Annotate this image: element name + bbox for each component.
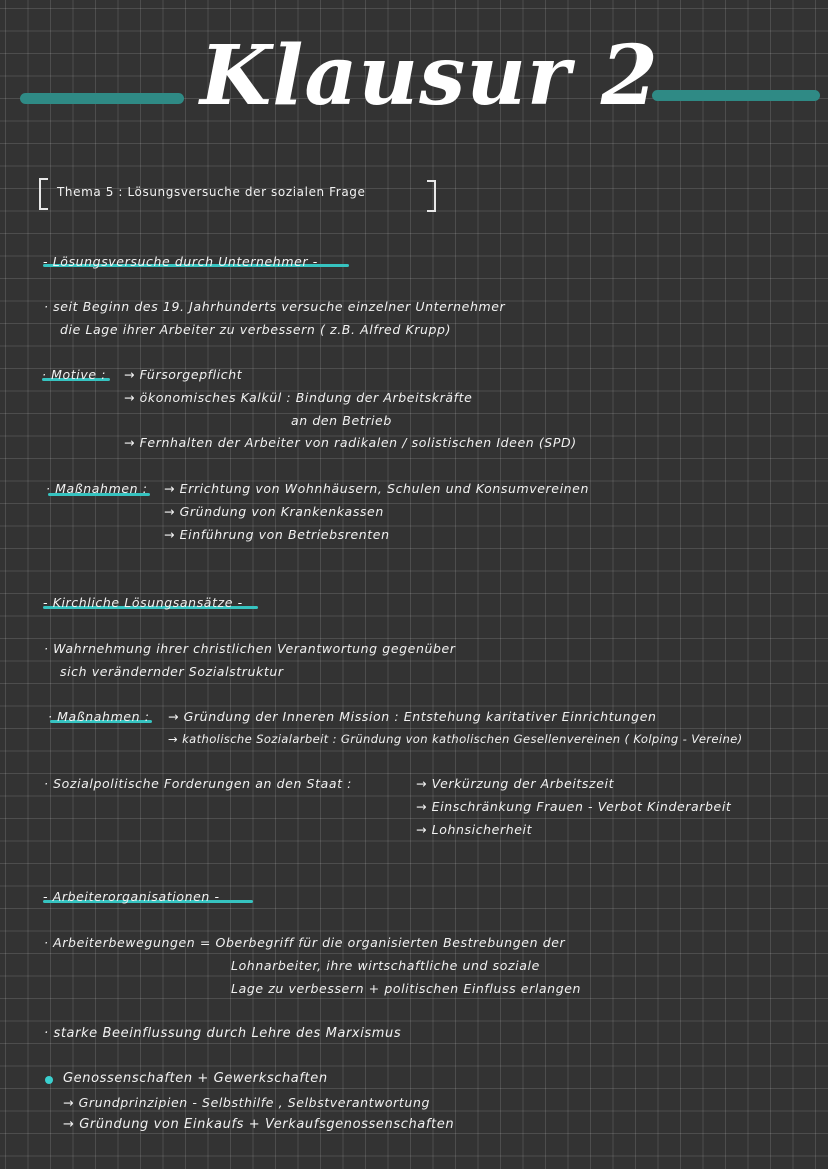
section3-heading: Arbeiterorganisationen: [52, 889, 210, 904]
forderungen-item-3: → Lohnsicherheit: [416, 822, 533, 837]
motive-item-3: → Fernhalten der Arbeiter von radikalen / solistischen Ideen (SPD): [124, 435, 577, 450]
section1-intro-line1: · seit Beginn des 19. Jahrhunderts versuche einzelner Unternehmer: [44, 299, 506, 314]
title-left-bar: [20, 93, 184, 104]
massnahmen2-label: · Maßnahmen :: [48, 709, 150, 724]
massnahmen1-label: · Maßnahmen :: [46, 481, 148, 496]
prinzipien-line2: → Gründung von Einkaufs + Verkaufsgenossenschaften: [63, 1117, 455, 1132]
prinzipien-line1: → Grundprinzipien - Selbsthilfe , Selbstverantwortung: [63, 1095, 431, 1110]
section1-heading-row: - Lösungsversuche durch Unternehmer -: [43, 254, 318, 269]
genossenschaften-line: Genossenschaften + Gewerkschaften: [63, 1071, 328, 1086]
definition-line3: Lage zu verbessern + politischen Einfluss erlangen: [231, 981, 582, 996]
section3-heading-row: - Arbeiterorganisationen -: [43, 889, 220, 904]
section2-intro-line1: · Wahrnehmung ihrer christlichen Verantwortung gegenüber: [44, 641, 456, 656]
section2-intro-line2: sich verändernder Sozialstruktur: [60, 664, 284, 679]
definition-line2: Lohnarbeiter, ihre wirtschaftliche und soziale: [231, 958, 540, 973]
motive-item-1: → Fürsorgepflicht: [124, 367, 243, 382]
massnahmen1-item-3: → Einführung von Betriebsrenten: [164, 527, 390, 542]
title-right-bar: [652, 90, 820, 101]
massnahmen1-item-2: → Gründung von Krankenkassen: [164, 504, 384, 519]
forderungen-item-1: → Verkürzung der Arbeitszeit: [416, 776, 615, 791]
teal-bullet: [45, 1076, 53, 1084]
motive-item-2: → ökonomisches Kalkül : Bindung der Arbeitskräfte: [124, 390, 473, 405]
motive-item-2b: an den Betrieb: [291, 413, 392, 428]
theme-bracket-right: [427, 180, 436, 212]
section1-intro-line2: die Lage ihrer Arbeiter zu verbessern ( z.B. Alfred Krupp): [60, 322, 452, 337]
section2-heading-row: - Kirchliche Lösungsansätze -: [43, 595, 243, 610]
marxismus-line: · starke Beeinflussung durch Lehre des Marxismus: [44, 1026, 402, 1041]
motive-label: · Motive :: [42, 367, 107, 382]
page-title: Klausur 2: [200, 28, 659, 124]
section2-heading: Kirchliche Lösungsansätze: [52, 595, 234, 610]
section1-heading: Lösungsversuche durch Unternehmer: [52, 254, 309, 269]
massnahmen2-item-1: → Gründung der Inneren Mission : Entstehung karitativer Einrichtungen: [168, 709, 657, 724]
theme-bracket-left: [39, 178, 48, 210]
forderungen-item-2: → Einschränkung Frauen - Verbot Kinderarbeit: [416, 799, 732, 814]
massnahmen1-item-1: → Errichtung von Wohnhäusern, Schulen und Konsumvereinen: [164, 481, 589, 496]
definition-line1: · Arbeiterbewegungen = Oberbegriff für die organisierten Bestrebungen der: [44, 935, 566, 950]
massnahmen2-item-2: → katholische Sozialarbeit : Gründung von katholischen Gesellenvereinen ( Kolping - Vereine): [168, 732, 743, 746]
forderungen-label: · Sozialpolitische Forderungen an den Staat :: [44, 776, 352, 791]
theme-label: Thema 5 : Lösungsversuche der sozialen Frage: [57, 185, 366, 199]
